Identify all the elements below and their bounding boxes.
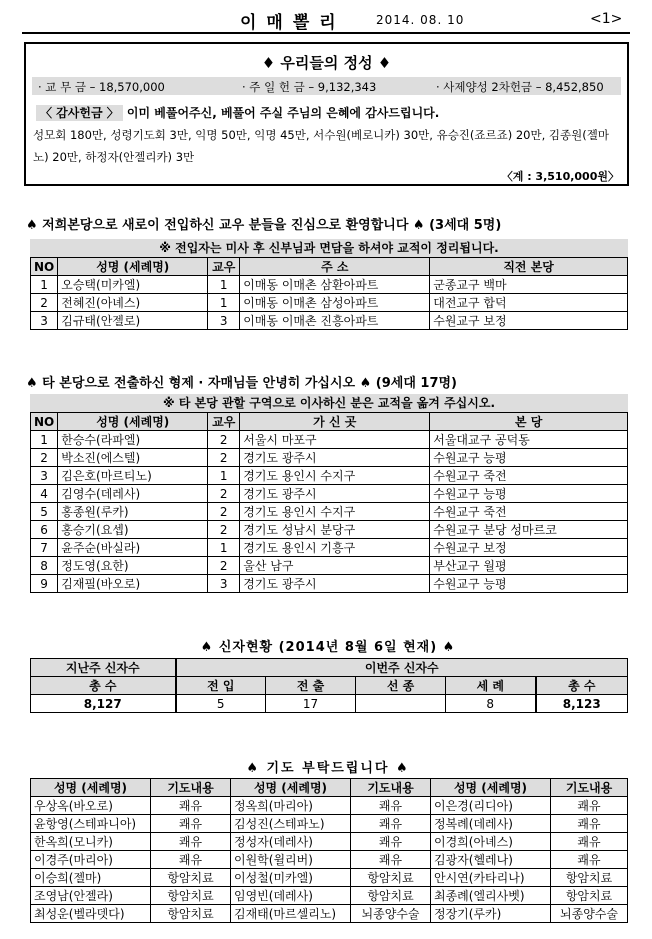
table-cell: 서울대교구 공덕동	[430, 431, 628, 449]
table-cell: 부산교구 월평	[430, 557, 628, 575]
table-cell: 최성운(벨라뎃다)	[31, 905, 151, 923]
table-cell: 임영빈(데레사)	[231, 887, 351, 905]
table-cell: 쾌유	[551, 833, 628, 851]
table-cell: 이은경(리디아)	[431, 797, 551, 815]
table-cell: 3	[31, 312, 58, 330]
move-in-table	[30, 257, 628, 330]
column-header: 교우	[208, 413, 240, 431]
table-cell: 정성자(데레사)	[231, 833, 351, 851]
table-cell: 쾌유	[351, 797, 431, 815]
last-week-total: 8,127	[31, 695, 176, 713]
table-cell: 쾌유	[151, 833, 231, 851]
table-row	[31, 851, 628, 869]
table-cell: 1	[208, 294, 240, 312]
table-cell: 쾌유	[351, 815, 431, 833]
table-cell: 이매동 이매촌 진흥아파트	[240, 312, 430, 330]
table-cell: 이매동 이매촌 삼성아파트	[240, 294, 430, 312]
last-total-label: 총 수	[31, 677, 176, 695]
column-header: 성명 (세례명)	[58, 258, 208, 276]
table-cell: 김광자(헬레나)	[431, 851, 551, 869]
table-cell: 2	[208, 521, 240, 539]
believers-heading	[26, 636, 630, 655]
table-cell: 1	[208, 539, 240, 557]
table-cell: 1	[31, 276, 58, 294]
col-death: 선 종	[356, 677, 446, 695]
table-cell: 항암치료	[551, 869, 628, 887]
page-number: <1>	[590, 11, 623, 27]
offering-title: ♦ 우리들의 정성 ♦	[261, 54, 392, 72]
column-header: NO	[31, 258, 58, 276]
bulletin-title: 이매뽈리	[240, 13, 346, 33]
table-row	[31, 539, 628, 557]
donor-list: 성모회 180만, 성령기도회 3만, 익명 50만, 익명 45만, 서수원(베로니카) 30만, 유승진(죠르죠) 20만, 김종원(젤마노) 20만, 하정자(안젤리카) 3만	[33, 128, 609, 164]
move-out-count: 17	[266, 695, 356, 713]
table-cell: 정도영(요한)	[58, 557, 208, 575]
col-move-out: 전 출	[266, 677, 356, 695]
table-cell: 9	[31, 575, 58, 593]
table-cell: 김성진(스테파노)	[231, 815, 351, 833]
column-header: 주 소	[240, 258, 430, 276]
column-header: 가 신 곳	[240, 413, 430, 431]
table-cell: 윤항영(스테파니아)	[31, 815, 151, 833]
column-header: 기도내용	[551, 779, 628, 797]
offering-sums	[32, 77, 621, 95]
column-header: 성명 (세례명)	[31, 779, 151, 797]
table-cell: 1	[208, 467, 240, 485]
table-cell: 안시연(카타리나)	[431, 869, 551, 887]
table-row	[31, 449, 628, 467]
table-row	[31, 312, 628, 330]
table-cell: 이원학(윌리버)	[231, 851, 351, 869]
special-offering-amount: · 사제양성 2차헌금 – 8,452,850	[436, 80, 604, 94]
table-row	[31, 797, 628, 815]
table-cell: 경기도 용인시 수지구	[240, 467, 430, 485]
col-move-in: 전 입	[176, 677, 266, 695]
table-cell: 경기도 성남시 분당구	[240, 521, 430, 539]
believers-table	[30, 658, 628, 713]
table-cell: 1	[208, 276, 240, 294]
col-baptism: 세 례	[446, 677, 536, 695]
table-cell: 수원교구 보정	[430, 539, 628, 557]
table-cell: 전혜진(아녜스)	[58, 294, 208, 312]
table-cell: 항암치료	[151, 869, 231, 887]
table-cell: 경기도 광주시	[240, 575, 430, 593]
table-header-row	[31, 258, 628, 276]
table-cell: 뇌종양수술	[551, 905, 628, 923]
table-cell: 수원교구 능평	[430, 575, 628, 593]
table-cell: 수원교구 능평	[430, 485, 628, 503]
table-cell: 항암치료	[351, 887, 431, 905]
table-cell: 3	[208, 312, 240, 330]
death-count	[356, 695, 446, 713]
table-cell: 2	[208, 431, 240, 449]
this-week-total: 8,123	[536, 695, 628, 713]
table-cell: 김영수(데레사)	[58, 485, 208, 503]
table-cell: 서울시 마포구	[240, 431, 430, 449]
table-cell: 항암치료	[151, 887, 231, 905]
table-header-row	[31, 779, 628, 797]
move-in-count: 5	[176, 695, 266, 713]
table-cell: 군종교구 백마	[430, 276, 628, 294]
table-cell: 박소진(에스텔)	[58, 449, 208, 467]
column-header: 본 당	[430, 413, 628, 431]
table-cell: 2	[31, 294, 58, 312]
column-header: 교우	[208, 258, 240, 276]
table-cell: 쾌유	[151, 851, 231, 869]
believers-heading-text: ♠ 신자현황 (2014년 8월 6일 현재) ♠	[200, 640, 456, 655]
table-cell: 3	[31, 467, 58, 485]
table-row	[31, 557, 628, 575]
move-out-heading	[26, 372, 630, 391]
table-cell: 항암치료	[151, 905, 231, 923]
column-header: 성명 (세례명)	[431, 779, 551, 797]
table-cell: 쾌유	[551, 815, 628, 833]
table-row	[31, 294, 628, 312]
table-cell: 2	[208, 557, 240, 575]
table-cell: 쾌유	[151, 815, 231, 833]
table-cell: 쾌유	[551, 797, 628, 815]
baptism-count: 8	[446, 695, 536, 713]
column-header: 성명 (세례명)	[58, 413, 208, 431]
table-row	[31, 431, 628, 449]
table-cell: 이매동 이매촌 삼환아파트	[240, 276, 430, 294]
bulletin-date: 2014. 08. 10	[376, 13, 465, 27]
offering-box	[24, 42, 629, 186]
this-week-header: 이번주 신자수	[176, 659, 628, 677]
column-header: 기도내용	[351, 779, 431, 797]
thanks-total: 〈계 : 3,510,000원〉	[501, 170, 619, 183]
thanks-line	[36, 104, 439, 121]
table-cell: 쾌유	[351, 851, 431, 869]
move-out-heading-text: ♠ 타 본당으로 전출하신 형제 · 자매님들 안녕히 가십시오 ♠ (9세대 17명)	[26, 376, 458, 391]
table-cell: 최종례(엘리사벳)	[431, 887, 551, 905]
table-cell: 경기도 광주시	[240, 485, 430, 503]
table-row	[31, 815, 628, 833]
table-cell: 정옥희(마리아)	[231, 797, 351, 815]
table-cell: 수원교구 죽전	[430, 467, 628, 485]
move-in-heading	[26, 214, 630, 233]
table-cell: 2	[208, 503, 240, 521]
table-cell: 김재필(바오로)	[58, 575, 208, 593]
table-cell: 이성철(미카엘)	[231, 869, 351, 887]
move-in-heading-text: ♠ 저희본당으로 새로이 전입하신 교우 분들을 진심으로 환영합니다 ♠ (3세대 5명)	[26, 218, 502, 233]
table-cell: 이경주(마리아)	[31, 851, 151, 869]
table-cell: 김규태(안젤로)	[58, 312, 208, 330]
table-row	[31, 467, 628, 485]
table-cell: 항암치료	[551, 887, 628, 905]
table-cell: 울산 남구	[240, 557, 430, 575]
tithe-amount: · 교 무 금 – 18,570,000	[38, 80, 165, 94]
table-cell: 4	[31, 485, 58, 503]
thanks-text: 이미 베풀어주신, 베풀어 주실 주님의 은혜에 감사드립니다.	[122, 106, 440, 120]
table-cell: 경기도 광주시	[240, 449, 430, 467]
column-header: 기도내용	[151, 779, 231, 797]
table-cell: 2	[31, 449, 58, 467]
table-cell: 6	[31, 521, 58, 539]
table-cell: 5	[31, 503, 58, 521]
bulletin-header	[22, 6, 630, 34]
table-cell: 조영남(안젤라)	[31, 887, 151, 905]
table-cell: 항암치료	[351, 869, 431, 887]
table-cell: 8	[31, 557, 58, 575]
table-row	[31, 869, 628, 887]
table-header-row	[31, 413, 628, 431]
table-cell: 쾌유	[151, 797, 231, 815]
table-cell: 이승희(젤마)	[31, 869, 151, 887]
table-cell: 쾌유	[351, 833, 431, 851]
move-in-note: ※ 전입자는 미사 후 신부님과 면담을 하셔야 교적이 정리됩니다.	[30, 239, 628, 257]
column-header: 직전 본당	[430, 258, 628, 276]
table-cell: 쾌유	[551, 851, 628, 869]
table-cell: 수원교구 죽전	[430, 503, 628, 521]
prayer-heading	[26, 757, 630, 776]
column-header: NO	[31, 413, 58, 431]
table-cell: 3	[208, 575, 240, 593]
table-cell: 윤주순(바실라)	[58, 539, 208, 557]
col-total: 총 수	[536, 677, 628, 695]
table-row	[31, 503, 628, 521]
table-row	[31, 276, 628, 294]
table-row	[31, 905, 628, 923]
table-cell: 수원교구 분당 성마르코	[430, 521, 628, 539]
table-cell: 홍종원(루카)	[58, 503, 208, 521]
prayer-heading-text: ♠ 기도 부탁드립니다 ♠	[246, 761, 410, 776]
table-cell: 7	[31, 539, 58, 557]
table-cell: 정장기(루카)	[431, 905, 551, 923]
table-row	[31, 485, 628, 503]
column-header: 성명 (세례명)	[231, 779, 351, 797]
thanks-label: 〈 감사헌금 〉	[36, 105, 123, 121]
table-cell: 2	[208, 485, 240, 503]
table-cell: 오승택(미카엘)	[58, 276, 208, 294]
table-row	[31, 833, 628, 851]
sunday-offering-amount: · 주 일 헌 금 – 9,132,343	[242, 80, 377, 94]
prayer-table	[30, 778, 628, 923]
table-cell: 김재태(마르셀리노)	[231, 905, 351, 923]
table-cell: 경기도 용인시 기흥구	[240, 539, 430, 557]
table-cell: 홍승기(요셉)	[58, 521, 208, 539]
table-cell: 2	[208, 449, 240, 467]
table-cell: 김은호(마르티노)	[58, 467, 208, 485]
table-cell: 한승수(라파엘)	[58, 431, 208, 449]
table-cell: 경기도 용인시 수지구	[240, 503, 430, 521]
move-out-table	[30, 412, 628, 593]
table-cell: 뇌종양수술	[351, 905, 431, 923]
table-row	[31, 887, 628, 905]
last-week-header: 지난주 신자수	[31, 659, 176, 677]
table-cell: 이경희(아녜스)	[431, 833, 551, 851]
table-cell: 1	[31, 431, 58, 449]
table-row	[31, 521, 628, 539]
move-out-note: ※ 타 본당 관할 구역으로 이사하신 분은 교적을 옮겨 주십시오.	[30, 394, 628, 412]
table-cell: 수원교구 보정	[430, 312, 628, 330]
table-cell: 수원교구 능평	[430, 449, 628, 467]
table-cell: 정복례(데레사)	[431, 815, 551, 833]
table-row	[31, 575, 628, 593]
table-cell: 우상옥(바오로)	[31, 797, 151, 815]
table-cell: 대전교구 합덕	[430, 294, 628, 312]
table-cell: 한옥희(모니카)	[31, 833, 151, 851]
